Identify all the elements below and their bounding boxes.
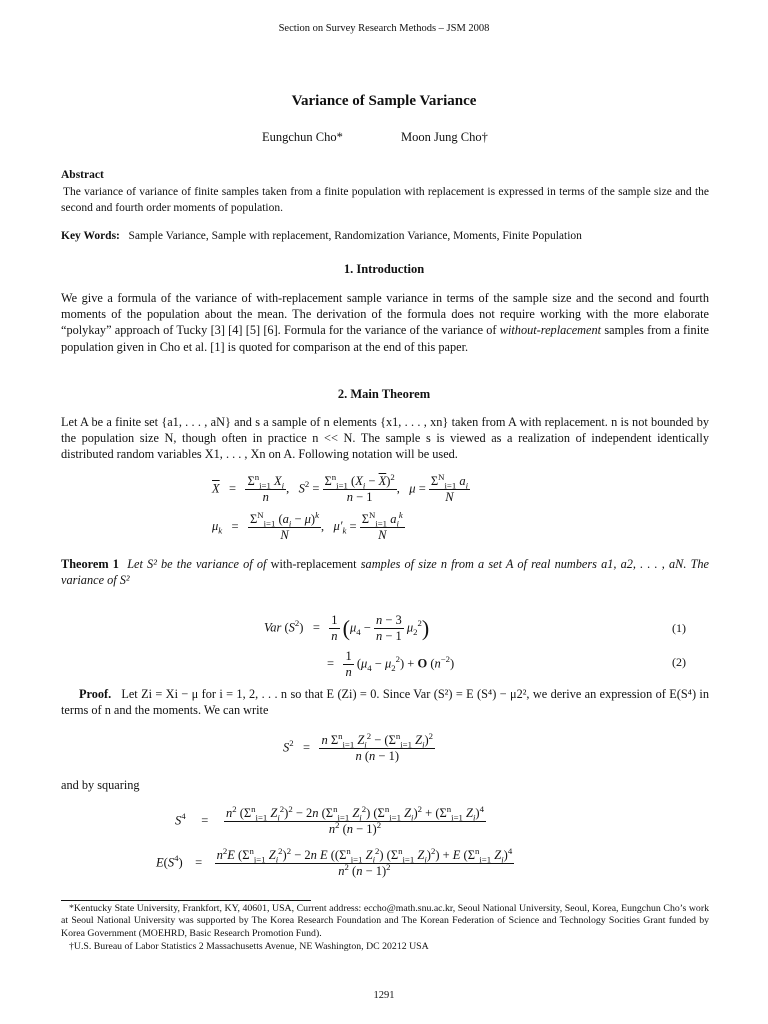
proof-text: Let Zi = Xi − μ for i = 1, 2, . . . n so that E (Zi) = 0. Since Var (S²) = E (S⁴) − μ2², we derive an expression of E(S⁴) in terms of n and the moments. We can write xyxy=(61,687,709,718)
intro-paragraph xyxy=(61,290,709,355)
s4-expression: $S^4$ = $\frac{n^2 (\Sigma^n_{i=1} Z_i^2)^2 - 2n (\Sigma^n_{i=1} Z_i^2) (\Sigma^n_{i=1} Z_i)^2 + (\Sigma^n_{i=1} Z_i)^4}{n^2 (n - 1)^2}$ xyxy=(175,803,484,836)
keywords-label: Key Words: xyxy=(61,230,120,242)
running-header: Section on Survey Research Methods – JSM 2008 xyxy=(278,23,490,34)
intro-text-emphasis: without-replacement xyxy=(499,323,602,338)
page-number: 1291 xyxy=(373,990,395,1001)
theorem-1 xyxy=(61,556,709,588)
abstract-text: The variance of variance of finite samples taken from a finite population with replacement is expressed in terms of the sample size and the second and fourth order moments of population. xyxy=(61,186,709,214)
es4-expression: $E(S^4)$ = $n^2E$ ($\Sigma^n_{i=1}$ $Z_i^2)^2 - 2n$ E (($\Sigma^n_{i=1}$ $Z_i^2$) ($\Sigma^n_{i=1}$ $Z_i)^2) + E$ ($\Sigma^n_{i=1}$ $Z_i)^4$ $n^2$ $(n - 1)^2$ xyxy=(156,845,513,878)
and-by-squaring: and by squaring xyxy=(61,778,140,792)
equation-number-2: (2) xyxy=(672,655,686,669)
footnote-rule xyxy=(61,900,311,901)
main-theorem-heading: 2. Main Theorem xyxy=(337,387,431,401)
intro-heading: 1. Introduction xyxy=(343,262,425,276)
notation-equation-row-2: $\mu_k$ = $\frac{\Sigma^N_{i=1} (a_i - \mu)^k}{N}$ , $\mu'_k$ = $\frac{\Sigma^N_{i=1} a_i^k}{N}$ xyxy=(212,509,403,542)
keywords-text: Sample Variance, Sample with replacement, Randomization Variance, Moments, Finite Population xyxy=(128,230,582,242)
s2-expression: $S^2$ = $\frac{n \Sigma^n_{i=1} Z_i^2 - (\Sigma^n_{i=1} Z_i)^2}{n (n - 1)}$ xyxy=(283,730,434,763)
proof-label: Proof. xyxy=(79,687,112,701)
proof-paragraph xyxy=(61,686,709,718)
author-1: Eungchun Cho* xyxy=(262,130,343,144)
author-2: Moon Jung Cho† xyxy=(401,130,488,144)
variance-equation-1: Var $(S^2)$ = $\frac{1}{n}$ ($\mu_4$ − $\frac{n - 3}{n - 1}$ $\mu_2^2$) xyxy=(264,613,430,643)
notation-equation-row-1: $\overline{X}$ = $\frac{\Sigma^n_{i=1} X_i}{n}$ , $S^2$ = $\frac{\Sigma^n_{i=1} (X_i - \overline{X})^2}{n - 1}$ , μ = $\frac{\Sigma^N_{i=1} a_i}{N}$ xyxy=(212,471,469,504)
equation-number-1: (1) xyxy=(672,621,686,635)
footnote-2: †U.S. Bureau of Labor Statistics 2 Massachusetts Avenue, NE Washington, DC 20212 USA xyxy=(69,941,429,952)
theorem-label: Theorem 1 xyxy=(61,557,119,571)
variance-equation-2: = $\frac{1}{n}$ $(\mu_4 - \mu_2^2) + O$ $(n^{-2})$ xyxy=(327,649,455,679)
intro-text-2: samples from a finite population given in Cho et al. [1] is quoted for comparison at the end of this paper. xyxy=(61,323,709,354)
footnote-1: *Kentucky State University, Frankfort, KY, 40601, USA, Current address: eccho@math.snu.ac.kr, Seoul National University, Seoul, Korea, Eungchun Cho’s work at Seoul National University was supported by The Korea Research Foundation and The Korean Federation of Science and Technology Socities Grant funded by Korea Government (MOEHRD, Basic Research Promotion Fund). xyxy=(61,903,709,939)
theorem-text-2: with-replacement xyxy=(270,557,357,571)
main-paragraph: Let A be a finite set {a1, . . . , aN} and s a sample of n elements {x1, . . . , xn} taken from A with replacement. n is not bounded by the population size N, though often in practice n << N. The sample s is viewed as a realization of independent identically distributed random variables X1, . . . , Xn on A. Following notation will be used. xyxy=(61,415,709,462)
theorem-text-3: samples of size n from a set A of real numbers a1, a2, . . . , aN. The variance of S² xyxy=(61,557,710,588)
theorem-text-1: Let S² be the variance of of xyxy=(127,557,267,571)
intro-text-1: We give a formula of the variance of with-replacement sample variance in terms of the sample size and the second and fourth moments of the population about the mean. The derivation of the formula does not require working with the more elaborate “polykay” approach of Tucky [3] [4] [5] [6]. Formula for the variance of the variance of xyxy=(61,291,709,338)
keywords-line xyxy=(61,228,709,244)
abstract-heading: Abstract xyxy=(61,169,104,181)
paper-title: Variance of Sample Variance xyxy=(291,93,477,109)
